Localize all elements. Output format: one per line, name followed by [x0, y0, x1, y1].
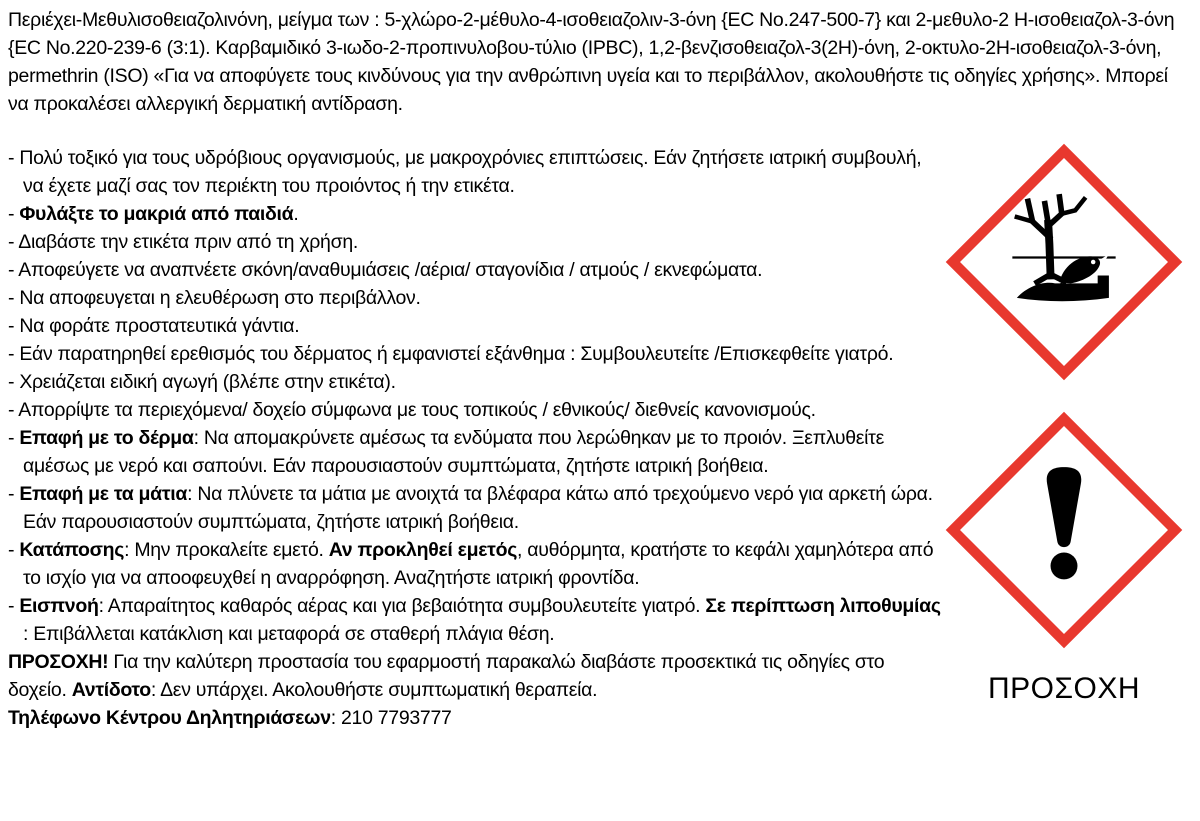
text-segment: : Να πλύνετε τα μάτια με ανοιχτά τα βλέφαρα κάτω από τρεχούμενο νερό για αρκετή ώρα. Εάν παρουσιαστούν συμπτώματα, ζητήστε ιατρική βοήθεια.	[23, 483, 933, 533]
text-segment: Να φοράτε προστατευτικά γάντια.	[19, 315, 300, 337]
list-dash: -	[8, 399, 19, 421]
text-segment: Αν προκληθεί εμετός	[328, 539, 518, 561]
list-dash: -	[8, 231, 19, 253]
list-dash: -	[8, 427, 20, 449]
list-dash: -	[8, 287, 20, 309]
text-segment: Εισπνοή	[19, 595, 99, 617]
statements-column	[8, 144, 944, 732]
text-segment: : Να απομακρύνετε αμέσως τα ενδύματα που λερώθηκαν με το προιόν. Ξεπλυθείτε αμέσως με νερό και σαπούνι. Εάν παρουσιαστούν συμπτώματα, ζητήστε ιατρική βοήθεια.	[23, 427, 884, 477]
hazard-statement	[8, 144, 944, 200]
text-segment: ΠΡΟΣΟΧΗ!	[8, 651, 109, 673]
list-dash: -	[8, 259, 19, 281]
text-segment: Αποφεύγετε να αναπνέετε σκόνη/αναθυμιάσεις /αέρια/ σταγονίδια / ατμούς / εκνεφώματα.	[18, 259, 763, 281]
text-segment: Φυλάξτε το μακριά από παιδιά	[19, 203, 294, 225]
exclamation-mark-pictogram	[945, 411, 1183, 649]
hazard-statement	[8, 480, 944, 536]
hazard-statement	[8, 424, 944, 480]
environment-hazard-pictogram	[945, 143, 1183, 381]
hazard-statement	[8, 228, 944, 256]
list-dash: -	[8, 539, 20, 561]
list-dash: -	[8, 203, 20, 225]
text-segment: : Επιβάλλεται κατάκλιση και μεταφορά σε σταθερή πλάγια θέση.	[23, 623, 555, 645]
text-segment: Πολύ τοξικό για τους υδρόβιους οργανισμούς, με μακροχρόνιες επιπτώσεις. Εάν ζητήσετε ιατρική συμβουλή, να έχετε μαζί σας τον περιέκτη του προιόντος ή την ετικέτα.	[19, 147, 922, 197]
hazard-statement	[8, 312, 944, 340]
text-segment: : Δεν υπάρχει. Ακολουθήστε συμπτωματική θεραπεία.	[150, 679, 598, 701]
hazard-statement	[8, 592, 944, 648]
list-dash: -	[8, 315, 20, 337]
list-dash: -	[8, 147, 20, 169]
text-segment: .	[293, 203, 299, 225]
text-segment: Εάν παρατηρηθεί ερεθισμός του δέρματος ή εμφανιστεί εξάνθημα : Συμβουλευτείτε /Επισκεφθείτε γιατρό.	[19, 343, 894, 365]
hazard-statement	[8, 368, 944, 396]
text-segment: Για την καλύτερη προστασία του εφαρμοστή παρακαλώ διαβάστε προσεκτικά τις οδηγίες στο δοχείο.	[8, 651, 885, 701]
text-segment: Χρειάζεται ειδική αγωγή (βλέπε στην ετικέτα).	[19, 371, 396, 393]
text-segment: Σε περίπτωση λιποθυμίας	[705, 595, 941, 617]
hazard-statement	[8, 200, 944, 228]
dead-tree-and-fish-icon	[945, 143, 1183, 381]
exclamation-mark-icon	[945, 411, 1183, 649]
hazard-statement	[8, 396, 944, 424]
text-segment: Κατάποσης	[19, 539, 125, 561]
hazard-statement	[8, 284, 944, 312]
text-segment: : Μην προκαλείτε εμετό.	[124, 539, 329, 561]
text-segment: : Απαραίτητος καθαρός αέρας και για βεβαιότητα συμβουλευτείτε γιατρό.	[98, 595, 706, 617]
text-segment: Τηλέφωνο Κέντρου Δηλητηριάσεων	[8, 707, 331, 729]
list-dash: -	[8, 595, 20, 617]
text-segment: , αυθόρμητα, κρατήστε το κεφάλι χαμηλότερα από το ισχίο για να αποοφευχθεί η αναρρόφηση. Αναζητήστε ιατρική φροντίδα.	[23, 539, 934, 589]
intro-paragraph: Περιέχει-Μεθυλισοθειαζολινόνη, μείγμα των : 5-χλώρο-2-μέθυλο-4-ισοθειαζολιν-3-όνη {EC No.247-500-7} και 2-μεθυλο-2 Η-ισοθειαζολ-3-όνη {EC No.220-239-6 (3:1). Καρβαμιδικό 3-ιωδο-2-προπινυλοβου-τύλιο (IPBC), 1,2-βενζισοθειαζολ-3(2Η)-όνη, 2-οκτυλο-2Η-ισοθειαζολ-3-όνη, permethrin (ISO) «Για να αποφύγετε τους κινδύνους για την ανθρώπινη υγεία και το περιβάλλον, ακολουθήστε τις οδηγίες χρήσης». Μπορεί να προκαλέσει αλλεργική δερματική αντίδραση.	[8, 9, 1175, 115]
hazard-statement	[8, 536, 944, 592]
text-segment: Επαφή με το δέρμα	[19, 427, 194, 449]
signal-word: ΠΡΟΣΟΧΗ	[987, 672, 1141, 705]
text-segment: Να αποφευγεται η ελευθέρωση στο περιβάλλον.	[19, 287, 421, 309]
hazard-statement	[8, 340, 944, 368]
notice-line	[8, 704, 944, 732]
list-dash: -	[8, 343, 20, 365]
text-segment: Αντίδοτο	[71, 679, 151, 701]
hazard-statement	[8, 256, 944, 284]
text-segment: Διαβάστε την ετικέτα πριν από τη χρήση.	[18, 231, 358, 253]
text-segment: : 210 7793777	[330, 707, 452, 729]
text-segment: Απορρίψτε τα περιεχόμενα/ δοχείο σύμφωνα με τους τοπικούς / εθνικούς/ διεθνείς κανονισμούς.	[18, 399, 816, 421]
list-dash: -	[8, 483, 20, 505]
list-dash: -	[8, 371, 20, 393]
notice-line	[8, 648, 944, 704]
text-segment: Επαφή με τα μάτια	[19, 483, 188, 505]
